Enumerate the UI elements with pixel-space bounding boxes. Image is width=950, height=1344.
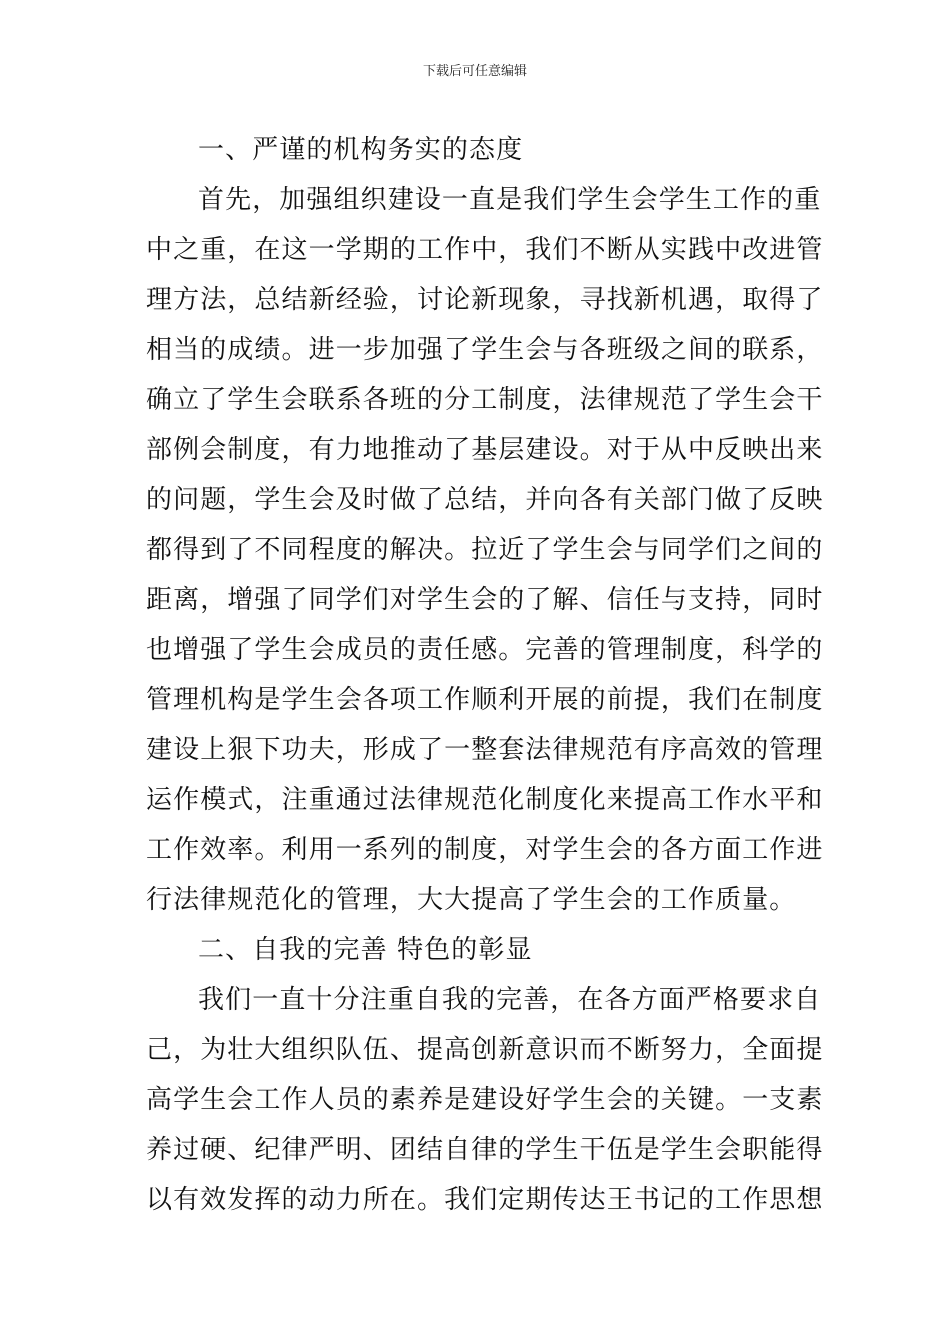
page-header-note: 下载后可任意编辑	[422, 64, 527, 79]
paragraph-line: 距离，增强了同学们对学生会的了解、信任与支持，同时	[146, 585, 824, 615]
paragraph-line: 建设上狠下功夫，形成了一整套法律规范有序高效的管理	[146, 735, 824, 765]
paragraph-line: 中之重，在这一学期的工作中，我们不断从实践中改进管	[146, 235, 824, 265]
paragraph-line: 相当的成绩。进一步加强了学生会与各班级之间的联系，	[146, 335, 824, 365]
section-heading-2: 二、自我的完善 特色的彰显	[198, 935, 533, 965]
paragraph-line: 行法律规范化的管理，大大提高了学生会的工作质量。	[146, 885, 797, 915]
paragraph-line: 首先，加强组织建设一直是我们学生会学生工作的重	[198, 185, 822, 215]
paragraph-line: 部例会制度，有力地推动了基层建设。对于从中反映出来	[146, 435, 824, 465]
paragraph-line: 高学生会工作人员的素养是建设好学生会的关键。一支素	[146, 1085, 824, 1115]
paragraph-line: 确立了学生会联系各班的分工制度，法律规范了学生会干	[146, 385, 824, 415]
paragraph-line: 都得到了不同程度的解决。拉近了学生会与同学们之间的	[146, 535, 824, 565]
document-body	[146, 125, 824, 1225]
paragraph-line: 理方法，总结新经验，讨论新现象，寻找新机遇，取得了	[146, 285, 824, 315]
paragraph-line: 运作模式，注重通过法律规范化制度化来提高工作水平和	[146, 785, 824, 815]
paragraph-line: 我们一直十分注重自我的完善，在各方面严格要求自	[198, 985, 822, 1015]
paragraph-line: 养过硬、纪律严明、团结自律的学生干伍是学生会职能得	[146, 1135, 824, 1165]
section-heading-1: 一、严谨的机构务实的态度	[198, 135, 524, 165]
paragraph-line: 管理机构是学生会各项工作顺利开展的前提，我们在制度	[146, 685, 824, 715]
paragraph-line: 己，为壮大组织队伍、提高创新意识而不断努力，全面提	[146, 1035, 824, 1065]
paragraph-line: 也增强了学生会成员的责任感。完善的管理制度，科学的	[146, 635, 824, 665]
paragraph-line: 工作效率。利用一系列的制度，对学生会的各方面工作进	[146, 835, 824, 865]
paragraph-line: 的问题，学生会及时做了总结，并向各有关部门做了反映	[146, 485, 824, 515]
paragraph-line: 以有效发挥的动力所在。我们定期传达王书记的工作思想	[146, 1185, 824, 1215]
